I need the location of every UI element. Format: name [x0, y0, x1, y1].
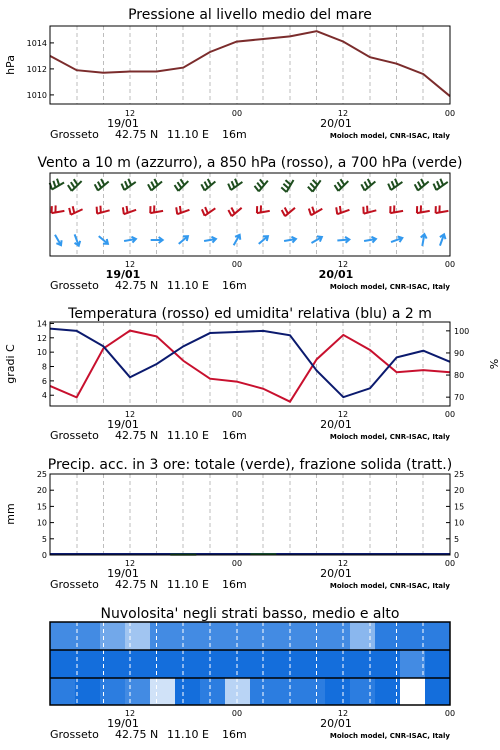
wind-barb-700hpa	[415, 179, 429, 191]
precipitation-x-tick-4: 00	[444, 559, 456, 568]
wind-barb-700hpa-feather	[71, 182, 75, 188]
wind-barb-700hpa-feather	[440, 179, 443, 185]
wind-x-tick-4: 00	[444, 260, 456, 269]
cloud-cell-medio	[125, 650, 151, 678]
cloud-x-tick-4: 00	[444, 709, 456, 718]
cloud-cell-medio	[425, 650, 451, 678]
cloud-cell-basso	[425, 678, 451, 705]
cloud-cell-alto	[75, 622, 101, 650]
station-elevation: 16m	[222, 279, 247, 292]
cloud-x-tick-3: 12	[337, 709, 349, 718]
wind-barb-850hpa	[309, 207, 322, 216]
cloud-cell-alto	[225, 622, 251, 650]
wind-barb-700hpa	[201, 179, 215, 191]
station-name: Grosseto	[50, 429, 99, 442]
pressure-date-1: 19/01	[107, 117, 139, 130]
wind-barb-700hpa-feather	[335, 185, 339, 191]
wind-barb-850hpa-feather	[176, 207, 177, 214]
wind-barb-850hpa	[282, 208, 295, 217]
cloud-cell-alto	[175, 622, 201, 650]
precipitation-y-right-tick-label: 10	[454, 518, 465, 528]
station-lon: 11.10 E	[167, 728, 209, 741]
wind-barb-700hpa	[175, 179, 189, 191]
cloud-cell-basso	[325, 678, 351, 705]
temperature-x-tick-4: 00	[444, 410, 456, 419]
wind-barb-700hpa	[50, 179, 64, 190]
wind-barb-700hpa-feather	[368, 179, 371, 185]
precipitation-y-right-tick-label: 25	[454, 470, 465, 479]
pressure-y-tick-label: 1010	[26, 90, 47, 100]
wind-barb-700hpa-feather	[310, 183, 315, 188]
precipitation-date-2: 20/01	[320, 567, 352, 580]
cloud-cell-alto	[425, 622, 451, 650]
wind-barb-850hpa	[69, 206, 82, 214]
wind-barb-700hpa-feather	[283, 184, 288, 189]
wind-barb-850hpa-shaft	[390, 211, 403, 213]
station-lat: 42.75 N	[115, 429, 159, 442]
wind-x-ticks	[125, 260, 455, 269]
cloud-cover-cells	[50, 622, 451, 705]
temperature-y-tick-label: 10	[36, 348, 47, 358]
precipitation-x-tick-3: 12	[337, 559, 349, 568]
wind-barb-700hpa-feather	[437, 181, 440, 187]
cloud-cell-medio	[350, 650, 376, 678]
cloud-cell-alto	[275, 622, 301, 650]
model-source: Moloch model, CNR-ISAC, Italy	[329, 732, 450, 740]
wind-barb-700hpa	[434, 179, 448, 190]
wind-barb-850hpa-shaft	[52, 211, 65, 213]
wind-barb-700hpa-feather	[53, 181, 55, 188]
wind-barb-700hpa-feather	[122, 184, 125, 190]
station-name: Grosseto	[50, 279, 99, 292]
pressure-plot-frame	[50, 26, 450, 104]
temperature-y-ticks	[37, 319, 54, 400]
wind-barb-850hpa-shaft	[257, 211, 270, 213]
cloud-cell-medio	[400, 650, 426, 678]
temperature-y-axis-label: gradi C	[4, 344, 17, 384]
precipitation-y-tick-label: 10	[36, 518, 47, 528]
wind-arrow-10m	[259, 236, 268, 244]
wind-barb-700hpa-feather	[361, 184, 364, 190]
wind-barb-700hpa-feather	[148, 184, 151, 190]
wind-barb-850hpa-feather	[205, 207, 208, 213]
wind-barb-700hpa-feather	[151, 182, 154, 188]
wind-barb-850hpa-feather	[123, 207, 124, 214]
station-lon: 11.10 E	[167, 429, 209, 442]
cloud-cell-alto	[350, 622, 376, 650]
cloud-cell-alto	[200, 622, 226, 650]
wind-barb-700hpa-feather	[388, 184, 391, 190]
wind-barb-850hpa-feather	[73, 206, 75, 213]
precipitation-y-tick-label: 15	[36, 502, 47, 512]
station-name: Grosseto	[50, 728, 99, 741]
humidity-y-ticks	[446, 327, 469, 402]
wind-barb-700hpa-feather	[392, 181, 395, 187]
wind-barb-850hpa-feather	[282, 210, 285, 216]
cloud-x-tick-1: 12	[124, 709, 136, 718]
temperature-y-tick-label: 12	[36, 333, 47, 343]
cloud-cell-medio	[300, 650, 326, 678]
wind-arrow-10m	[440, 234, 446, 245]
precipitation-vertical-gridlines	[77, 474, 423, 555]
wind-barb-700hpa-feather	[125, 181, 128, 187]
pressure-x-tick-3: 12	[337, 109, 349, 118]
cloud-cell-basso	[275, 678, 301, 705]
wind-barb-700hpa-feather	[154, 179, 157, 185]
wind-barb-700hpa-feather	[395, 179, 398, 185]
wind-barb-700hpa-feather	[235, 179, 238, 185]
wind-barb-700hpa-feather	[178, 182, 182, 188]
humidity-y-tick-label: 70	[454, 393, 465, 403]
wind-barb-700hpa-feather	[434, 184, 437, 190]
pressure-x-ticks	[125, 109, 455, 118]
wind-barb-850hpa-feather	[69, 208, 71, 215]
cloud-cell-alto	[50, 622, 76, 650]
station-lat: 42.75 N	[115, 128, 159, 141]
temperature-vertical-gridlines	[77, 322, 423, 406]
precipitation-y-tick-label: 25	[36, 470, 47, 479]
wind-barb-850hpa-feather	[202, 209, 205, 215]
wind-arrow-10m	[421, 234, 427, 246]
humidity-y-axis-label: %	[487, 358, 500, 370]
wind-arrow-10m	[55, 235, 62, 245]
wind-date-2: 20/01	[318, 268, 354, 281]
precipitation-chart-title: Precip. acc. in 3 ore: totale (verde), frazione solida (tratt.)	[47, 457, 453, 473]
wind-barb-700hpa-feather	[254, 186, 258, 191]
temperature-y-tick-label: 14	[36, 319, 47, 329]
cloud-cell-basso	[175, 678, 201, 705]
cloud-date-1: 19/01	[107, 717, 139, 730]
wind-barb-850hpa	[436, 205, 449, 213]
pressure-chart-title: Pressione al livello medio del mare	[128, 7, 372, 23]
temperature-y-tick-label: 8	[41, 362, 47, 372]
precipitation-y-ticks	[37, 470, 54, 560]
station-lat: 42.75 N	[115, 728, 159, 741]
wind-barb-700hpa-feather	[260, 179, 264, 184]
wind-barb-700hpa-feather	[257, 183, 261, 188]
wind-barb-700hpa	[308, 180, 321, 192]
wind-barb-700hpa	[361, 179, 375, 191]
station-name: Grosseto	[50, 578, 99, 591]
wind-barb-850hpa-feather	[340, 206, 341, 213]
wind-barb-700hpa-feather	[175, 185, 179, 191]
wind-barb-850hpa	[123, 206, 136, 214]
cloud-cell-basso	[75, 678, 101, 705]
wind-barb-850hpa-feather	[180, 206, 181, 213]
wind-barb-700hpa-feather	[57, 179, 59, 186]
humidity-y-tick-label: 80	[454, 371, 465, 381]
cloud-cell-medio	[50, 650, 76, 678]
cloud-cell-medio	[175, 650, 201, 678]
station-lon: 11.10 E	[167, 578, 209, 591]
precipitation-y-axis-label: mm	[4, 503, 17, 525]
precipitation-y-tick-label: 5	[41, 534, 47, 544]
cloud-cell-medio	[150, 650, 176, 678]
wind-chart-title: Vento a 10 m (azzurro), a 850 hPa (rosso), a 700 hPa (verde)	[37, 155, 463, 171]
temperature-date-2: 20/01	[320, 418, 352, 431]
temperature-y-tick-label: 6	[41, 376, 47, 386]
wind-barb-850hpa-shaft	[417, 211, 430, 213]
precipitation-y-right-tick-label: 5	[454, 534, 460, 544]
wind-barb-700hpa-feather	[201, 184, 204, 190]
wind-x-tick-2: 00	[231, 260, 243, 269]
humidity-series-line	[50, 329, 450, 398]
wind-barb-700hpa	[254, 179, 267, 191]
cloud-cell-alto	[125, 622, 151, 650]
cloud-cell-basso	[225, 678, 251, 705]
wind-barb-700hpa-feather	[128, 179, 131, 185]
model-source: Moloch model, CNR-ISAC, Italy	[329, 283, 450, 291]
cloud-cell-basso	[350, 678, 376, 705]
precipitation-y-right-tick-label: 15	[454, 502, 465, 512]
temperature-x-tick-1: 12	[124, 410, 136, 419]
station-elevation: 16m	[222, 429, 247, 442]
cloud-cell-medio	[225, 650, 251, 678]
wind-barb-850hpa-feather	[309, 209, 311, 216]
humidity-y-tick-label: 100	[454, 326, 470, 336]
cloud-cell-alto	[150, 622, 176, 650]
temperature-x-ticks	[125, 410, 455, 419]
wind-barb-700hpa	[228, 179, 242, 190]
temperature-date-1: 19/01	[107, 418, 139, 431]
temperature-y-tick-label: 4	[41, 391, 47, 401]
wind-barb-850hpa-feather	[312, 207, 314, 214]
wind-barb-700hpa-feather	[421, 179, 424, 185]
precipitation-x-tick-2: 00	[231, 559, 243, 568]
precipitation-y-tick-label: 20	[36, 486, 47, 496]
cloud-cell-basso	[200, 678, 226, 705]
wind-barb-850hpa-feather	[336, 207, 337, 214]
cloud-cell-medio	[275, 650, 301, 678]
wind-barb-700hpa-feather	[338, 182, 342, 188]
precipitation-date-1: 19/01	[107, 567, 139, 580]
cloud-x-ticks	[125, 709, 455, 718]
wind-barb-850hpa-feather	[228, 210, 231, 216]
cloud-cell-medio	[75, 650, 101, 678]
pressure-date-2: 20/01	[320, 117, 352, 130]
wind-barb-700hpa	[122, 179, 136, 190]
wind-barb-700hpa	[95, 179, 109, 191]
wind-arrow-10m	[179, 236, 188, 244]
wind-x-tick-1: 12	[124, 260, 136, 269]
wind-barbs	[50, 179, 449, 246]
wind-barb-850hpa-shaft	[150, 211, 163, 213]
station-lon: 11.10 E	[167, 128, 209, 141]
station-lon: 11.10 E	[167, 279, 209, 292]
precipitation-plot-frame	[50, 474, 450, 555]
wind-x-tick-3: 12	[337, 260, 349, 269]
wind-barb-850hpa-feather	[127, 206, 128, 213]
pressure-y-tick-label: 1012	[26, 64, 47, 74]
cloud-chart-title: Nuvolosita' negli strati basso, medio e alto	[100, 606, 400, 622]
station-elevation: 16m	[222, 578, 247, 591]
wind-barb-700hpa-feather	[418, 182, 421, 188]
wind-barb-700hpa-feather	[208, 179, 211, 185]
cloud-cell-alto	[400, 622, 426, 650]
temperature-chart-title: Temperatura (rosso) ed umidita' relativa (blu) a 2 m	[68, 306, 432, 322]
pressure-y-tick-label: 1014	[26, 38, 47, 48]
precipitation-x-ticks	[125, 559, 455, 568]
cloud-x-tick-2: 00	[231, 709, 243, 718]
wind-barb-700hpa-feather	[228, 184, 231, 190]
precipitation-y-tick-label: 0	[41, 551, 47, 560]
cloud-cell-basso	[400, 678, 426, 705]
temperature-x-tick-2: 00	[231, 410, 243, 419]
cloud-cell-basso	[300, 678, 326, 705]
cloud-date-2: 20/01	[320, 717, 352, 730]
wind-barb-700hpa-feather	[180, 179, 184, 185]
precipitation-y-ticks-right	[446, 470, 464, 560]
wind-barb-700hpa	[335, 179, 349, 191]
wind-barb-850hpa	[228, 208, 241, 217]
station-name: Grosseto	[50, 128, 99, 141]
wind-barb-700hpa	[148, 179, 162, 191]
precipitation-x-tick-1: 12	[124, 559, 136, 568]
wind-barb-700hpa	[68, 179, 82, 191]
wind-barb-850hpa-feather	[285, 208, 288, 214]
wind-barb-850hpa	[202, 207, 215, 216]
wind-barb-700hpa-feather	[98, 182, 101, 188]
cloud-cell-medio	[325, 650, 351, 678]
pressure-y-axis-label: hPa	[4, 55, 17, 75]
wind-barb-700hpa-feather	[281, 187, 286, 192]
wind-barb-700hpa-feather	[340, 179, 344, 185]
cloud-cell-basso	[50, 678, 76, 705]
wind-barb-700hpa-feather	[232, 181, 235, 187]
precipitation-y-right-tick-label: 0	[454, 551, 460, 560]
precipitation-y-right-tick-label: 20	[454, 486, 465, 496]
humidity-y-tick-label: 90	[454, 348, 465, 358]
station-elevation: 16m	[222, 728, 247, 741]
model-source: Moloch model, CNR-ISAC, Italy	[329, 433, 450, 441]
pressure-x-tick-2: 00	[231, 109, 243, 118]
cloud-cell-medio	[200, 650, 226, 678]
cloud-cell-basso	[150, 678, 176, 705]
wind-barb-700hpa-feather	[415, 184, 418, 190]
cloud-cell-alto	[300, 622, 326, 650]
station-lat: 42.75 N	[115, 578, 159, 591]
pressure-x-tick-1: 12	[124, 109, 136, 118]
wind-barb-700hpa-feather	[68, 185, 72, 191]
pressure-vertical-gridlines	[77, 26, 423, 104]
station-lat: 42.75 N	[115, 279, 159, 292]
wind-date-1: 19/01	[105, 268, 141, 281]
wind-barb-850hpa-feather	[231, 208, 234, 214]
wind-barb-700hpa	[388, 179, 402, 190]
wind-barb-700hpa-feather	[95, 184, 98, 190]
pressure-x-tick-4: 00	[444, 109, 456, 118]
wind-barb-700hpa-feather	[308, 187, 313, 192]
model-source: Moloch model, CNR-ISAC, Italy	[329, 132, 450, 140]
model-source: Moloch model, CNR-ISAC, Italy	[329, 582, 450, 590]
wind-barb-850hpa-shaft	[436, 211, 449, 213]
temperature-x-tick-3: 12	[337, 410, 349, 419]
cloud-cell-alto	[325, 622, 351, 650]
station-elevation: 16m	[222, 128, 247, 141]
cloud-cell-basso	[125, 678, 151, 705]
wind-barb-700hpa-feather	[365, 182, 368, 188]
wind-barb-700hpa-feather	[205, 182, 208, 188]
pressure-series-line	[50, 31, 450, 96]
wind-barb-700hpa	[281, 180, 293, 192]
wind-barb-850hpa	[52, 205, 65, 213]
